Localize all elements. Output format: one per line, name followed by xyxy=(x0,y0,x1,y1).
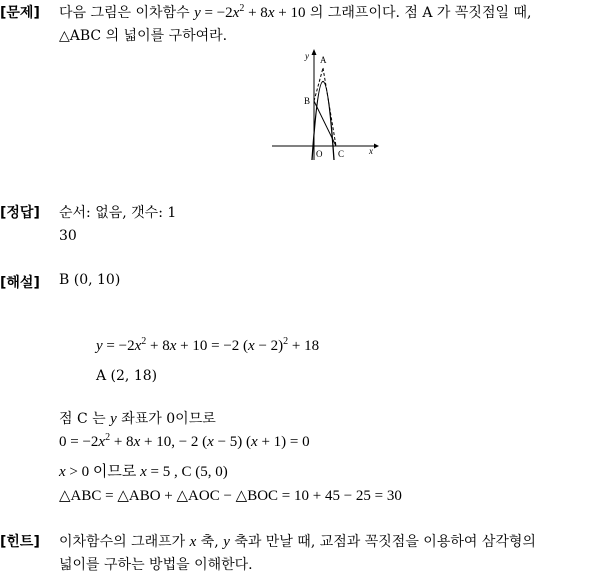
point-c-label: C xyxy=(338,149,345,159)
problem-equation: $y = -2x^2 + 8x + 10$ xyxy=(194,3,306,21)
problem-text-end: 의 그래프이다. 점 A 가 꼭짓점일 때, xyxy=(309,5,532,21)
answer-meta: 순서: 없음, 갯수: 1 xyxy=(59,205,177,221)
y-axis-arrow xyxy=(312,49,317,55)
explanation-area: △ABC = △ABO + △AOC − △BOC = 10 + 45 − 25 = 30 xyxy=(59,488,402,504)
explanation-a-point: A (2, 18) xyxy=(96,368,158,384)
answer-label: [정답] xyxy=(0,205,40,221)
hint-label: [힌트] xyxy=(0,534,40,550)
answer-value: 30 xyxy=(59,228,77,244)
y-axis-label: y xyxy=(305,51,309,61)
problem-label: [문제] xyxy=(0,5,40,21)
point-b-label: B xyxy=(304,96,311,106)
point-a-label: A xyxy=(320,55,327,65)
parabola-graph-figure xyxy=(270,48,380,163)
explanation-c-text: 점 C 는 y 좌표가 0이므로 xyxy=(59,411,216,427)
origin-label: O xyxy=(316,149,323,159)
explanation-b-point: B (0, 10) xyxy=(59,272,121,288)
explanation-c-point: x > 0 이므로 x = 5 , C (5, 0) xyxy=(59,464,228,480)
hint-line-2: 넓이를 구하는 방법을 이해한다. xyxy=(59,557,253,573)
x-axis-arrow xyxy=(374,144,379,149)
x-axis-label: x xyxy=(369,146,373,156)
problem-line-1 xyxy=(59,2,531,22)
problem-text-start: 다음 그림은 이차함수 xyxy=(59,5,190,21)
explanation-label: [해설] xyxy=(0,275,40,291)
explanation-root-equation: $0 = -2x^2 + 8x + 10$, − 2 (x − 5) (x + 1) = 0 xyxy=(59,432,310,450)
problem-line-2: △ABC 의 넓이를 구하여라. xyxy=(59,28,228,44)
hint-line-1: 이차함수의 그래프가 x 축, y 축과 만날 때, 교점과 꼭짓점을 이용하여 삼각형의 xyxy=(59,534,536,550)
explanation-vertex-form: $y = -2x^2 + 8x + 10 = -2$ $(x - 2)^2 + 18$ xyxy=(96,336,320,354)
